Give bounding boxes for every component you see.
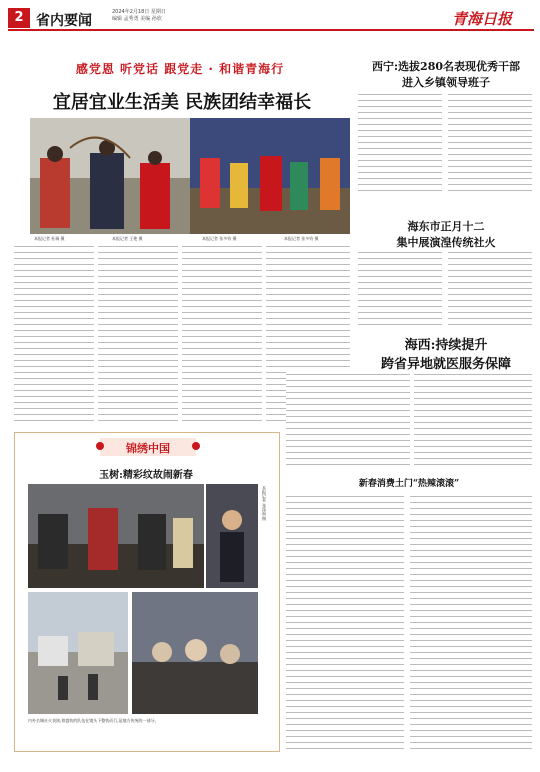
village-photo-art <box>28 592 128 714</box>
lantern-icon-right <box>192 442 200 450</box>
article-haidong-body-2 <box>448 250 532 326</box>
newspaper-logo: 青海日报 <box>452 10 513 28</box>
caption-far: 本报记者 张多钧 摄 <box>284 236 319 241</box>
article-xining-body-2 <box>448 92 532 192</box>
article-haidong-title <box>358 218 534 250</box>
article-haixi-body-2 <box>414 372 532 470</box>
feature-photo-crowd <box>132 592 258 714</box>
feature-photo-performance <box>28 484 204 588</box>
feature-side-caption: 本报记者 张添福 摄 <box>262 486 267 521</box>
archery-photo-art <box>30 118 190 234</box>
article-xining-title-2: 进入乡镇领导班子 <box>402 76 490 89</box>
article-consumption-body-2 <box>410 494 532 750</box>
lead-body-col-1 <box>14 244 94 422</box>
header-rule <box>8 29 534 31</box>
lead-photo-dance <box>190 118 350 234</box>
caption-left: 本报记者 杜瑞 摄 <box>34 236 65 241</box>
article-xining-title <box>358 58 534 90</box>
side-photo-art <box>206 484 258 588</box>
lead-body-col-3 <box>182 244 262 422</box>
feature-photo-village <box>28 592 128 714</box>
article-haixi-body-1 <box>286 372 410 470</box>
lead-photo-archery <box>30 118 190 234</box>
article-xining-body-1 <box>358 92 442 192</box>
lead-headline: 宜居宜业生活美 民族团结幸福长 <box>52 92 312 113</box>
article-haidong-body-1 <box>358 250 442 326</box>
date-line-1: 2024年2月18日 星期日 <box>112 9 166 15</box>
feature-photo-side <box>206 484 258 588</box>
article-haixi-title-2: 跨省异地就医服务保障 <box>380 357 511 372</box>
date-line-2: 编辑 孟秀勇 美编 孙欣 <box>112 16 162 22</box>
article-consumption-body-1 <box>286 494 404 750</box>
article-consumption-title: 新春消费土门“热辣滚滚” <box>358 479 460 489</box>
performance-photo-art <box>28 484 204 588</box>
lead-body-col-2 <box>98 244 178 422</box>
lead-kicker: 感党恩 听党话 跟党走 · 和谐青海行 <box>75 62 285 76</box>
crowd-photo-art <box>132 592 258 714</box>
section-title: 省内要闻 <box>36 13 92 29</box>
article-haixi-title-1: 海西:持续提升 <box>404 338 488 353</box>
feature-banner-title: 锦绣中国 <box>126 442 170 455</box>
article-haidong-title-1: 海东市正月十二 <box>407 220 485 233</box>
caption-mid: 本报记者 王艳 摄 <box>112 236 143 241</box>
date-line <box>112 9 202 23</box>
caption-right: 本报记者 张多钧 摄 <box>202 236 237 241</box>
article-haidong-title-2: 集中展演湟传统社火 <box>396 236 496 249</box>
lantern-icon-left <box>96 442 104 450</box>
feature-subtitle: 玉树:精彩纹故闹新春 <box>99 470 193 481</box>
feature-bottom-caption: 内外名城社火表演,着盛装的队伍在镜头下整装而行,是地方传统的一部分。 <box>28 718 159 723</box>
page-number: 2 <box>8 8 30 28</box>
article-xining-title-1: 西宁:选拔280名表现优秀干部 <box>371 60 521 73</box>
dance-photo-art <box>190 118 350 234</box>
article-haixi-title <box>358 334 534 372</box>
